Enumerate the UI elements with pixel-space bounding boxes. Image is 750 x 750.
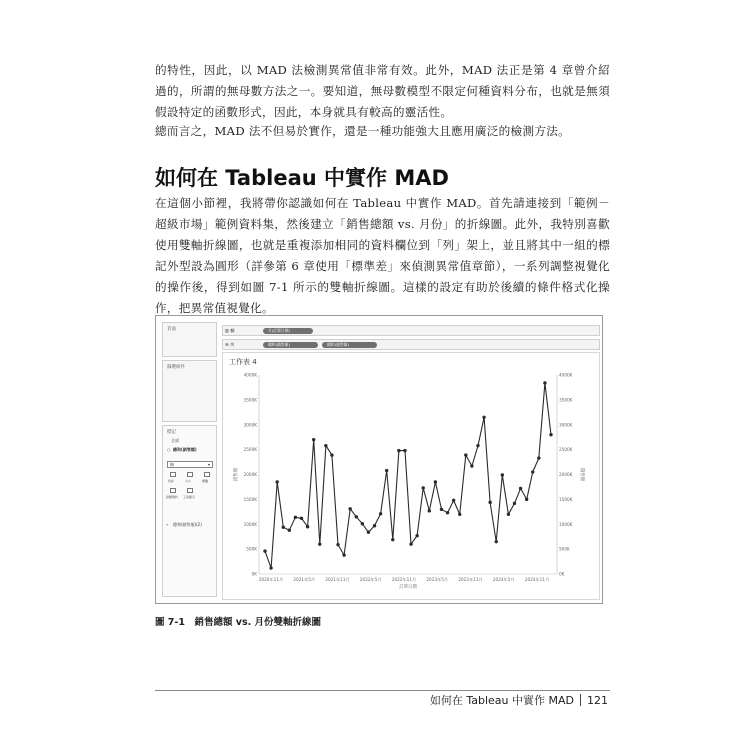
page-number: 121 <box>587 694 608 707</box>
x-tick-label: 2020年11月 <box>258 577 284 582</box>
columns-label: ▥ 欄 <box>225 328 235 333</box>
y-tick-label-left: 3500K <box>243 397 257 403</box>
line-icon: ⌁ <box>166 522 169 527</box>
y-tick-label-left: 2000K <box>243 472 257 477</box>
data-point <box>379 512 382 515</box>
marks-label: 標記 <box>167 430 176 435</box>
data-point <box>385 469 388 472</box>
marks-all: 全部 <box>171 438 179 443</box>
y-tick-label-left: 3000K <box>243 422 257 428</box>
sales-line <box>265 383 551 568</box>
data-point <box>549 433 552 436</box>
data-point <box>361 522 364 525</box>
data-point <box>464 453 467 456</box>
y-tick-label-left: 2500K <box>243 447 257 453</box>
tableau-screenshot <box>155 315 603 604</box>
pages-shelf <box>162 322 217 357</box>
data-point <box>336 543 339 546</box>
data-point <box>434 480 437 483</box>
size-icon <box>187 472 193 477</box>
x-tick-label: 2023年11月 <box>458 577 483 582</box>
mark-button-label: 大小 <box>185 479 192 483</box>
data-point <box>458 513 461 516</box>
y-tick-label-right: 2500K <box>559 447 573 453</box>
mark-button-label: 詳細資料 <box>166 495 179 499</box>
data-point <box>373 524 376 527</box>
radio-icon: ○ <box>167 447 171 452</box>
y-tick-label-right: 3500K <box>559 397 573 403</box>
x-tick-label: 2024年11月 <box>524 577 550 582</box>
data-point <box>452 499 455 502</box>
y-axis-label-left: 銷售額 <box>234 467 239 482</box>
data-point <box>513 502 516 505</box>
y-tick-label-right: 3000K <box>559 422 573 428</box>
page-footer <box>430 692 608 708</box>
sheet-title: 工作表 4 <box>229 358 257 366</box>
data-point <box>342 553 345 556</box>
y-tick-label-right: 0K <box>559 571 565 577</box>
data-point <box>415 534 418 537</box>
worksheet <box>222 352 600 600</box>
data-point <box>397 449 400 452</box>
data-point <box>440 508 443 511</box>
filters-label: 篩選條件 <box>167 365 185 370</box>
data-point <box>312 438 315 441</box>
color-icon <box>170 472 176 477</box>
data-point <box>348 507 351 510</box>
chevron-down-icon: ▾ <box>207 462 210 467</box>
data-point <box>294 516 297 519</box>
data-point <box>263 549 266 552</box>
mark-type-value: 線 <box>170 462 174 467</box>
data-point <box>470 464 473 467</box>
y-tick-label-right: 2000K <box>559 472 573 477</box>
data-point <box>300 517 303 520</box>
data-point <box>330 453 333 456</box>
data-point <box>501 473 504 476</box>
data-point <box>537 456 540 459</box>
data-point <box>519 487 522 490</box>
y-tick-label-left: 1000K <box>243 521 257 527</box>
data-point <box>306 525 309 528</box>
data-point <box>275 480 278 483</box>
y-tick-label-right: 4000K <box>559 372 573 378</box>
data-point <box>403 449 406 452</box>
body-paragraph: 的特性，因此，以 MAD 法檢測異常值非常有效。此外，MAD 法正是第 4 章曾介紹過的，所謂的無母數方法之一。要知道，無母數模型不限定何種資料分布，也就是無須假設特定的函數形式，因此，本身就具有較高的靈活性。 <box>155 63 610 119</box>
pages-label: 頁面 <box>167 327 176 332</box>
rows-label: ☰ 列 <box>225 342 235 347</box>
line-chart <box>223 353 599 599</box>
figure-caption: 圖 7-1 銷售總額 vs. 月份雙軸折線圖 <box>155 617 322 628</box>
tooltip-icon <box>187 488 193 493</box>
data-point <box>428 509 431 512</box>
data-point <box>288 529 291 532</box>
x-tick-label: 2022年11月 <box>391 577 417 582</box>
y-tick-label-left: 4000K <box>243 372 257 378</box>
y-tick-label-left: 0K <box>251 571 257 577</box>
x-tick-label: 2023年5月 <box>426 577 449 582</box>
y-tick-label-right: 500K <box>559 546 570 552</box>
footer-separator <box>580 694 581 706</box>
data-point <box>318 542 321 545</box>
rows-pill: 總和(銷售額) <box>322 342 377 348</box>
data-point <box>488 501 491 504</box>
data-point <box>367 531 370 534</box>
x-axis-label: 訂單日期 <box>399 585 417 590</box>
mark-type-select <box>167 461 213 468</box>
data-point <box>269 566 272 569</box>
data-point <box>391 538 394 541</box>
data-point <box>525 498 528 501</box>
x-tick-label: 2022年5月 <box>359 577 382 582</box>
data-point <box>507 513 510 516</box>
data-point <box>355 515 358 518</box>
rows-pill: 總和(銷售額) <box>263 342 318 348</box>
label-icon <box>204 472 210 477</box>
data-point <box>531 470 534 473</box>
data-point <box>446 511 449 514</box>
running-title: 如何在 Tableau 中實作 MAD <box>429 694 574 707</box>
y-tick-label-left: 1500K <box>243 496 257 502</box>
body-paragraph: 在這個小節裡，我將帶你認識如何在 Tableau 中實作 MAD。首先請連接到「範例－超級市場」範例資料集，然後建立「銷售總額 vs. 月份」的折線圖。此外，我特別喜歡使用雙軸折線圖，也就是重複添加相同的資料欄位到「列」架上，並且將其中一組的標記外型設為圓形（詳參第 6 章使用「標準差」來偵測異常值章節），一系列調整視覺化的操作後，得到如圖 7-1 所示的雙軸折線圖。這樣的設定有助於後續的條件格式化操作，把異常值視覺化。 <box>155 196 610 315</box>
marks-series-2: 總和(銷售額)(2) <box>173 522 202 527</box>
x-tick-label: 2024年5月 <box>492 577 515 582</box>
y-tick-label-right: 1000K <box>559 521 573 527</box>
rows-shelf <box>222 339 600 350</box>
x-tick-label: 2021年11月 <box>325 577 350 582</box>
data-point <box>495 540 498 543</box>
y-axis-label-right: 銷售額 <box>579 467 584 482</box>
marks-series: 總和(銷售額) <box>173 447 197 452</box>
mark-button-label: 色彩 <box>168 479 175 483</box>
data-point <box>409 542 412 545</box>
columns-shelf <box>222 325 600 336</box>
footer-rule <box>155 690 610 691</box>
mark-button-label: 工具提示 <box>183 495 196 499</box>
data-point <box>543 381 546 384</box>
data-point <box>482 416 485 419</box>
section-heading: 如何在 Tableau 中實作 MAD <box>155 166 449 190</box>
body-paragraph: 總而言之，MAD 法不但易於實作，還是一種功能強大且應用廣泛的檢測方法。 <box>155 124 571 138</box>
y-tick-label-left: 500K <box>246 546 257 552</box>
data-point <box>282 526 285 529</box>
marks-card <box>162 425 217 597</box>
data-point <box>476 444 479 447</box>
y-tick-label-right: 1500K <box>559 496 573 502</box>
columns-pill: 月(訂單日期) <box>263 328 313 334</box>
filters-shelf <box>162 360 217 422</box>
data-point <box>422 486 425 489</box>
x-tick-label: 2021年5月 <box>293 577 316 582</box>
mark-button-label: 標籤 <box>202 479 209 483</box>
detail-icon <box>170 488 176 493</box>
data-point <box>324 444 327 447</box>
